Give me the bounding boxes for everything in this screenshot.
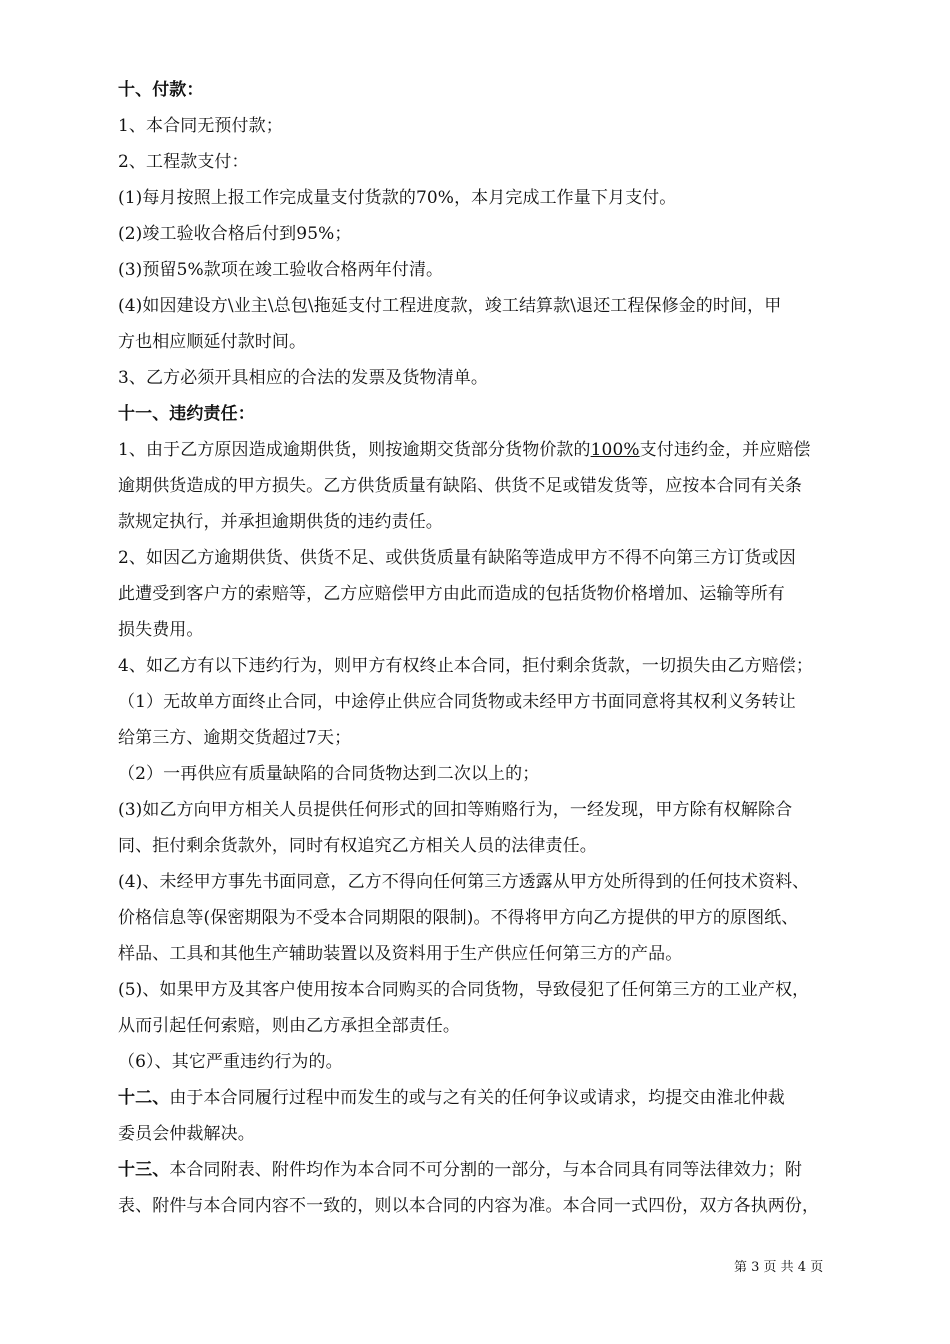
payment-line-3: 3、乙方必须开具相应的合法的发票及货物清单。 <box>118 368 489 388</box>
liability-p1-pre: 1、由于乙方原因造成逾期供货，则按逾期交货部分货物价款的 <box>118 440 591 460</box>
section-12-text: 由于本合同履行过程中而发生的或与之有关的任何争议或请求，均提交由淮北仲裁 <box>169 1088 785 1108</box>
liability-p2-line-b: 此遭受到客户方的索赔等，乙方应赔偿甲方由此而造成的包括货物价格增加、运输等所有 <box>118 584 785 604</box>
liability-p1-post: 支付违约金，并应赔偿 <box>639 440 811 460</box>
payment-line-2: 2、工程款支付： <box>118 152 249 172</box>
liability-item-4-line-b: 价格信息等(保密期限为不受本合同期限的限制)。不得将甲方向乙方提供的甲方的原图纸、 <box>118 908 799 928</box>
payment-item-1: (1)每月按照上报工作完成量支付货款的70%，本月完成工作量下月支付。 <box>118 188 677 208</box>
liability-p2-line-a: 2、如因乙方逾期供货、供货不足、或供货质量有缺陷等造成甲方不得不向第三方订货或因 <box>118 548 796 568</box>
liability-item-6: （6）、其它严重违约行为的。 <box>118 1052 343 1072</box>
liability-item-3-line-b: 同、拒付剩余货款外，同时有权追究乙方相关人员的法律责任。 <box>118 836 597 856</box>
section-12-line-a <box>118 1080 878 1116</box>
section-12-label: 十二、 <box>118 1088 170 1108</box>
liability-item-4-line-c: 样品、工具和其他生产辅助装置以及资料用于生产供应任何第三方的产品。 <box>118 944 683 964</box>
section-12-line-b: 委员会仲裁解决。 <box>118 1124 255 1144</box>
payment-item-4-line-a: (4)如因建设方\业主\总包\拖延支付工程进度款，竣工结算款\退还工程保修金的时间，甲 <box>118 296 782 316</box>
liability-p2-line-c: 损失费用。 <box>118 620 204 640</box>
section-10-heading: 十、付款： <box>118 80 204 100</box>
section-13-line-b: 表、附件与本合同内容不一致的，则以本合同的内容为准。本合同一式四份，双方各执两份， <box>118 1196 820 1216</box>
section-13-label: 十三、 <box>118 1160 170 1180</box>
liability-item-5-line-a: (5)、如果甲方及其客户使用按本合同购买的合同货物，导致侵犯了任何第三方的工业产权， <box>118 980 810 1000</box>
payment-item-2: (2)竣工验收合格后付到95%； <box>118 224 352 244</box>
liability-p4: 4、如乙方有以下违约行为，则甲方有权终止本合同，拒付剩余货款，一切损失由乙方赔偿； <box>118 656 813 676</box>
liability-p1-line-c: 款规定执行，并承担逾期供货的违约责任。 <box>118 512 443 532</box>
payment-line-1: 1、本合同无预付款； <box>118 116 283 136</box>
penalty-rate: 100% <box>590 440 640 460</box>
contract-page <box>118 72 878 1224</box>
liability-item-4-line-a: (4)、未经甲方事先书面同意，乙方不得向任何第三方透露从甲方处所得到的任何技术资料、 <box>118 872 810 892</box>
section-13-text: 本合同附表、附件均作为本合同不可分割的一部分，与本合同具有同等法律效力；附 <box>169 1160 803 1180</box>
section-13-line-a <box>118 1152 878 1188</box>
liability-item-5-line-b: 从而引起任何索赔，则由乙方承担全部责任。 <box>118 1016 460 1036</box>
liability-item-1-line-b: 给第三方、逾期交货超过7天； <box>118 728 352 748</box>
liability-p1-line-a <box>118 432 878 468</box>
payment-item-3: (3)预留5%款项在竣工验收合格两年付清。 <box>118 260 444 280</box>
liability-p1-line-b: 逾期供货造成的甲方损失。乙方供货质量有缺陷、供货不足或错发货等，应按本合同有关条 <box>118 476 802 496</box>
liability-item-2: （2）一再供应有质量缺陷的合同货物达到二次以上的； <box>118 764 540 784</box>
section-11-heading: 十一、违约责任： <box>118 404 255 424</box>
page-number: 第 3 页 共 4 页 <box>734 1260 824 1275</box>
liability-item-3-line-a: (3)如乙方向甲方相关人员提供任何形式的回扣等贿赂行为，一经发现，甲方除有权解除合 <box>118 800 793 820</box>
liability-item-1-line-a: （1）无故单方面终止合同，中途停止供应合同货物或未经甲方书面同意将其权利义务转让 <box>118 692 796 712</box>
payment-item-4-line-b: 方也相应顺延付款时间。 <box>118 332 307 352</box>
